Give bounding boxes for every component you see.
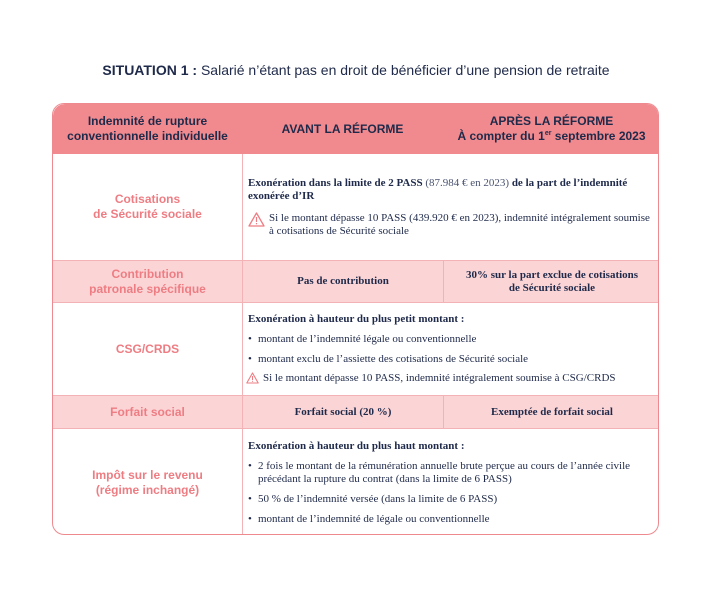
header-col1-line1: Indemnité de rupture bbox=[87, 114, 208, 128]
page-title bbox=[0, 62, 712, 78]
forfait-after: Exemptée de forfait social bbox=[443, 396, 659, 428]
content-impot bbox=[242, 429, 659, 535]
situation-text: Salarié n’étant pas en droit de bénéficier d’une pension de retraite bbox=[200, 62, 610, 78]
header-avant bbox=[242, 104, 443, 154]
impot-intro: Exonération à hauteur du plus haut montant : bbox=[248, 439, 465, 452]
label-impot: Impôt sur le revenu (régime inchangé) bbox=[92, 467, 203, 497]
label-contribution: Contribution patronale spécifique bbox=[89, 266, 206, 296]
bullet-dot-icon: • bbox=[248, 353, 252, 365]
header-col1-line2: conventionnelle individuelle bbox=[67, 129, 228, 143]
situation-label: SITUATION 1 : bbox=[102, 62, 198, 78]
header-indemnite bbox=[53, 104, 242, 154]
header-col2: AVANT LA RÉFORME bbox=[281, 121, 404, 136]
list-item: • 2 fois le montant de la rémunération annuelle brute perçue au cours de l’année civile précédant la rupture du contrat (dans la limite de 6 PASS) bbox=[248, 459, 631, 485]
row-csg bbox=[53, 302, 659, 395]
header-apres bbox=[443, 104, 659, 154]
bullet-dot-icon: • bbox=[248, 512, 252, 525]
contribution-before: Pas de contribution bbox=[242, 261, 443, 302]
label-csg: CSG/CRDS bbox=[115, 341, 180, 356]
content-cotisations bbox=[242, 154, 659, 260]
comparison-table bbox=[52, 103, 659, 535]
bullet-dot-icon: • bbox=[248, 333, 252, 345]
header-col3-line2: À compter du 1er septembre 2023 bbox=[457, 129, 646, 143]
csg-intro: Exonération à hauteur du plus petit montant : bbox=[248, 313, 465, 325]
list-item: • montant de l’indemnité de légale ou conventionnelle bbox=[248, 512, 490, 525]
list-item: • montant exclu de l’assiette des cotisations de Sécurité sociale bbox=[248, 353, 529, 365]
warning-triangle-icon bbox=[248, 212, 265, 227]
table-header-row bbox=[53, 104, 659, 154]
cotisations-exoneration: Exonération dans la limite de 2 PASS (87.984 € en 2023) de la part de l’indemnité exonérée d’IR bbox=[248, 176, 628, 202]
row-cotisations bbox=[53, 154, 659, 260]
cotisations-warning: Si le montant dépasse 10 PASS (439.920 € en 2023), indemnité intégralement soumise à cotisations de Sécurité sociale bbox=[248, 212, 652, 238]
row-impot bbox=[53, 428, 659, 535]
list-item: • 50 % de l’indemnité versée (dans la limite de 6 PASS) bbox=[248, 492, 498, 505]
label-cotisations: Cotisations de Sécurité sociale bbox=[93, 192, 202, 221]
content-csg bbox=[242, 303, 659, 395]
label-forfait: Forfait social bbox=[110, 404, 185, 419]
row-forfait bbox=[53, 395, 659, 428]
contribution-after: 30% sur la part exclue de cotisations de Sécurité sociale bbox=[443, 261, 659, 302]
header-col3-line1: APRÈS LA RÉFORME bbox=[489, 114, 614, 128]
row-contribution bbox=[53, 260, 659, 302]
list-item: • montant de l’indemnité légale ou conventionnelle bbox=[248, 333, 477, 345]
bullet-dot-icon: • bbox=[248, 492, 252, 505]
bullet-dot-icon: • bbox=[248, 459, 252, 472]
csg-warning: Si le montant dépasse 10 PASS, indemnité intégralement soumise à CSG/CRDS bbox=[246, 372, 652, 385]
forfait-before: Forfait social (20 %) bbox=[242, 396, 443, 428]
warning-triangle-icon bbox=[246, 372, 259, 384]
